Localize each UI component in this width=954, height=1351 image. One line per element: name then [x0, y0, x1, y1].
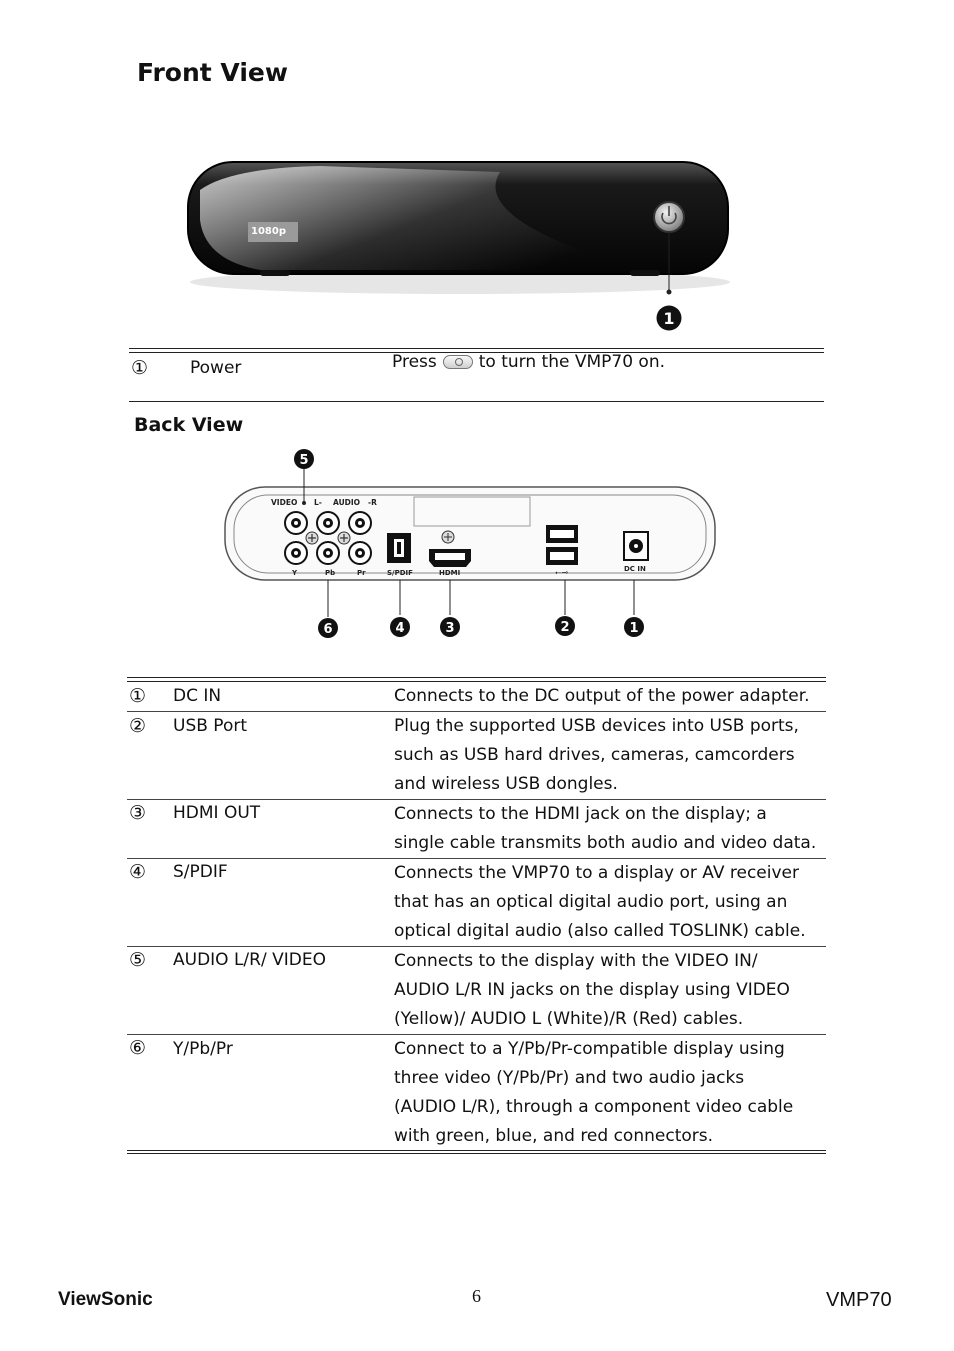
power-row-desc: [392, 352, 665, 372]
row-desc: Connects the VMP70 to a display or AV receiver that has an optical digital audio port, using an optical digital audio (also called TOSLINK) cable.: [394, 863, 806, 941]
back-table-top-rule: [127, 677, 826, 678]
row-desc: Connects to the HDMI jack on the display; a single cable transmits both audio and video data.: [394, 804, 817, 853]
front-view-heading: Front View: [137, 58, 288, 87]
back-view-heading: Back View: [134, 414, 244, 436]
device-badge: 1080p: [251, 226, 286, 237]
callout-5: 5: [299, 453, 309, 468]
label-video: VIDEO: [271, 498, 298, 507]
label-spdif: S/PDIF: [387, 569, 413, 577]
power-row-number: ①: [131, 357, 149, 379]
power-desc-after: to turn the VMP70 on.: [478, 352, 665, 372]
label-pb: Pb: [325, 569, 336, 577]
table-top-rule: [129, 348, 824, 349]
row-number: ③: [129, 802, 147, 824]
power-row-label: Power: [190, 358, 242, 378]
back-view-illustration: [220, 445, 720, 645]
row-desc: Connects to the DC output of the power adapter.: [394, 686, 810, 706]
row-label: DC IN: [173, 686, 222, 706]
row-number: ①: [129, 685, 147, 707]
label-audio-r: -R: [368, 498, 377, 507]
row-number: ⑤: [129, 949, 147, 971]
row-number: ④: [129, 861, 147, 883]
callout-6: 6: [323, 622, 333, 637]
footer-brand: ViewSonic: [58, 1289, 153, 1310]
svg-text:⭠⊸: ⭠⊸: [555, 568, 569, 577]
callout-3: 3: [445, 621, 455, 636]
label-y: Y: [292, 569, 298, 577]
back-table-bottom-rule-2: [127, 1153, 826, 1154]
row-label: Y/Pb/Pr: [173, 1039, 233, 1059]
label-hdmi: HDMI: [439, 569, 461, 577]
back-table-bottom-rule: [127, 1150, 826, 1151]
row-desc: Plug the supported USB devices into USB ports, such as USB hard drives, cameras, camcorders and wireless USB dongles.: [394, 716, 799, 794]
callout-4: 4: [395, 621, 405, 636]
row-label: S/PDIF: [173, 862, 228, 882]
row-number: ⑥: [129, 1037, 147, 1059]
row-label: USB Port: [173, 716, 248, 736]
footer-page-number: 6: [472, 1286, 481, 1306]
label-audio: AUDIO: [333, 498, 361, 507]
label-audio-l: L-: [314, 498, 322, 507]
front-view-illustration: [170, 100, 750, 340]
power-button-icon: [443, 355, 473, 369]
table-bottom-rule: [129, 401, 824, 402]
row-desc: Connects to the display with the VIDEO IN/ AUDIO L/R IN jacks on the display using VIDEO (Yellow)/ AUDIO L (White)/R (Red) cables.: [394, 951, 790, 1029]
row-label: HDMI OUT: [173, 803, 261, 823]
callout-1: 1: [629, 621, 639, 636]
row-label: AUDIO L/R/ VIDEO: [173, 950, 326, 970]
callout-number: 1: [663, 309, 675, 328]
callout-2: 2: [560, 620, 570, 635]
footer-model: VMP70: [826, 1289, 892, 1311]
power-desc-before: Press: [392, 352, 437, 372]
row-number: ②: [129, 715, 147, 737]
label-pr: Pr: [357, 569, 366, 577]
row-desc: Connect to a Y/Pb/Pr-compatible display using three video (Y/Pb/Pr) and two audio jacks (AUDIO L/R), through a component video cable with green, blue, and red connectors.: [394, 1039, 794, 1146]
label-dcin: DC IN: [624, 565, 646, 573]
